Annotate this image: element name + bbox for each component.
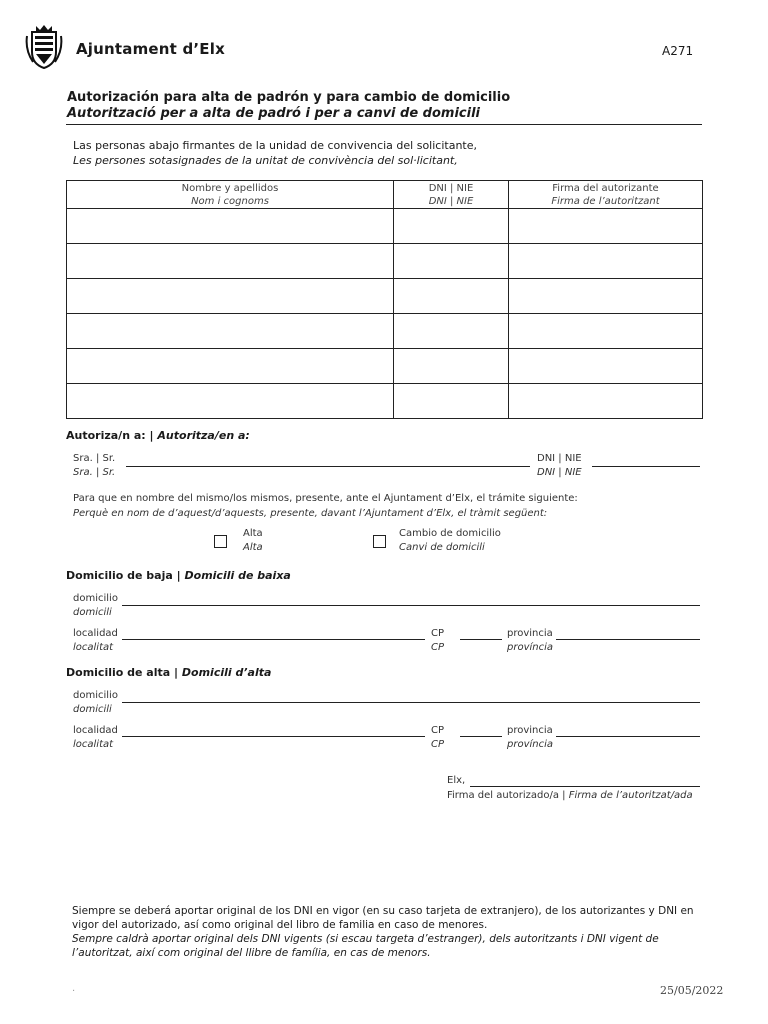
id-cell[interactable] [394, 384, 509, 419]
signature-caption-va: Firma de l’autoritzat/ada [568, 790, 693, 801]
authorizes-heading-es: Autoriza/n a: [66, 429, 146, 442]
baja-cp-label-va: CP [431, 642, 445, 653]
signature-cell[interactable] [509, 384, 703, 419]
column-header-label-es: DNI | NIE [428, 182, 474, 194]
baja-address-label-va: domicili [73, 607, 112, 618]
alta-heading-va: Domicili d’alta [181, 666, 272, 679]
table-row [67, 209, 703, 244]
alta-locality-field[interactable] [122, 736, 425, 737]
table-row [67, 314, 703, 349]
caption-separator: | [562, 790, 566, 801]
column-header-label-es: Firma del autorizante [552, 182, 659, 194]
name-cell[interactable] [67, 349, 394, 384]
alta-address-label-va: domicili [73, 704, 112, 715]
baja-address-field[interactable] [122, 605, 700, 606]
signature-place: Elx, [447, 775, 466, 786]
table-row [67, 384, 703, 419]
authorized-dni-field[interactable] [592, 466, 700, 467]
table-row [67, 244, 703, 279]
baja-heading [66, 569, 291, 582]
alta-province-label-es: provincia [507, 725, 553, 736]
signature-cell[interactable] [509, 244, 703, 279]
baja-province-label-es: provincia [507, 628, 553, 639]
column-header-label-va: DNI | NIE [428, 195, 474, 207]
alta-address-field[interactable] [122, 702, 700, 703]
heading-separator: | [174, 666, 179, 679]
authorized-dni-label-es: DNI | NIE [537, 453, 582, 464]
baja-address-label-es: domicilio [73, 593, 118, 604]
title-divider [66, 124, 702, 125]
id-cell[interactable] [394, 209, 509, 244]
heading-separator: | [149, 429, 154, 442]
alta-cp-field[interactable] [460, 736, 502, 737]
organization-name: Ajuntament d’Elx [76, 40, 225, 58]
requirements-note-va: Sempre caldrà aportar original dels DNI vigents (si escau targeta d’estranger), dels autoritzants i DNI vigent de l’autoritzat, així com original del llibre de família, en cas de menors. [72, 933, 659, 959]
authorizes-heading [66, 429, 250, 442]
authorized-name-field[interactable] [126, 466, 530, 467]
alta-heading-es: Domicilio de alta [66, 666, 171, 679]
intro-text-va: Les persones sotasignades de la unitat de convivència del sol·licitant, [73, 154, 458, 167]
revision-date: 25/05/2022 [660, 984, 724, 997]
signature-cell[interactable] [509, 349, 703, 384]
column-header-name [67, 181, 394, 209]
heading-separator: | [176, 569, 181, 582]
signature-date-field[interactable] [470, 786, 700, 787]
baja-province-field[interactable] [556, 639, 700, 640]
column-header-label-va: Nom i cognoms [191, 195, 269, 207]
signature-cell[interactable] [509, 209, 703, 244]
authorized-dni-label-va: DNI | NIE [537, 467, 582, 478]
change-address-checkbox[interactable] [373, 535, 386, 548]
name-cell[interactable] [67, 244, 394, 279]
signature-cell[interactable] [509, 279, 703, 314]
column-header-id [394, 181, 509, 209]
column-header-label-es: Nombre y apellidos [181, 182, 279, 194]
alta-option-label-es: Alta [243, 528, 263, 539]
requirements-note [72, 904, 702, 960]
procedure-text-va: Perquè en nom de d’aquest/d’aquests, presente, davant l’Ajuntament d’Elx, el tràmit següent: [73, 508, 548, 519]
form-title-es: Autorización para alta de padrón y para cambio de domicilio [67, 90, 511, 105]
table-row [67, 279, 703, 314]
id-cell[interactable] [394, 314, 509, 349]
footer-mark: . [72, 983, 76, 994]
baja-locality-field[interactable] [122, 639, 425, 640]
table-row [67, 349, 703, 384]
alta-province-field[interactable] [556, 736, 700, 737]
alta-cp-label-es: CP [431, 725, 445, 736]
intro-text-es: Las personas abajo firmantes de la unidad de convivencia del solicitante, [73, 139, 477, 152]
alta-option-label-va: Alta [243, 542, 263, 553]
name-cell[interactable] [67, 384, 394, 419]
id-cell[interactable] [394, 349, 509, 384]
baja-locality-label-es: localidad [73, 628, 118, 639]
procedure-text-es: Para que en nombre del mismo/los mismos, presente, ante el Ajuntament d’Elx, el trámite siguiente: [73, 493, 578, 504]
alta-cp-label-va: CP [431, 739, 445, 750]
coat-of-arms-icon [24, 22, 64, 70]
authorizes-heading-va: Autoritza/en a: [157, 429, 250, 442]
baja-cp-field[interactable] [460, 639, 502, 640]
baja-heading-es: Domicilio de baja [66, 569, 173, 582]
alta-province-label-va: província [507, 739, 554, 750]
baja-heading-va: Domicili de baixa [184, 569, 291, 582]
signature-caption [447, 789, 693, 802]
id-cell[interactable] [394, 244, 509, 279]
alta-heading [66, 666, 271, 679]
column-header-signature [509, 181, 703, 209]
alta-locality-label-es: localidad [73, 725, 118, 736]
change-address-label-es: Cambio de domicilio [399, 528, 501, 539]
requirements-note-es: Siempre se deberá aportar original de los DNI en vigor (en su caso tarjeta de extranjero), de los autorizantes y DNI en vigor del autorizado, así como original del libro de familia en caso de menores. [72, 905, 694, 931]
name-cell[interactable] [67, 314, 394, 349]
name-cell[interactable] [67, 279, 394, 314]
table-header-row [67, 181, 703, 209]
baja-locality-label-va: localitat [73, 642, 114, 653]
sr-label-es: Sra. | Sr. [73, 453, 116, 464]
alta-checkbox[interactable] [214, 535, 227, 548]
id-cell[interactable] [394, 279, 509, 314]
form-code: A271 [662, 44, 694, 58]
sr-label-va: Sra. | Sr. [73, 467, 116, 478]
name-cell[interactable] [67, 209, 394, 244]
baja-cp-label-es: CP [431, 628, 445, 639]
baja-province-label-va: província [507, 642, 554, 653]
column-header-label-va: Firma de l’autoritzant [551, 195, 660, 207]
signature-cell[interactable] [509, 314, 703, 349]
alta-locality-label-va: localitat [73, 739, 114, 750]
change-address-label-va: Canvi de domicili [399, 542, 485, 553]
form-title-va: Autorització per a alta de padró i per a canvi de domicili [67, 106, 480, 121]
alta-address-label-es: domicilio [73, 690, 118, 701]
signature-caption-es: Firma del autorizado/a [447, 790, 559, 801]
authorizers-table [66, 180, 703, 419]
